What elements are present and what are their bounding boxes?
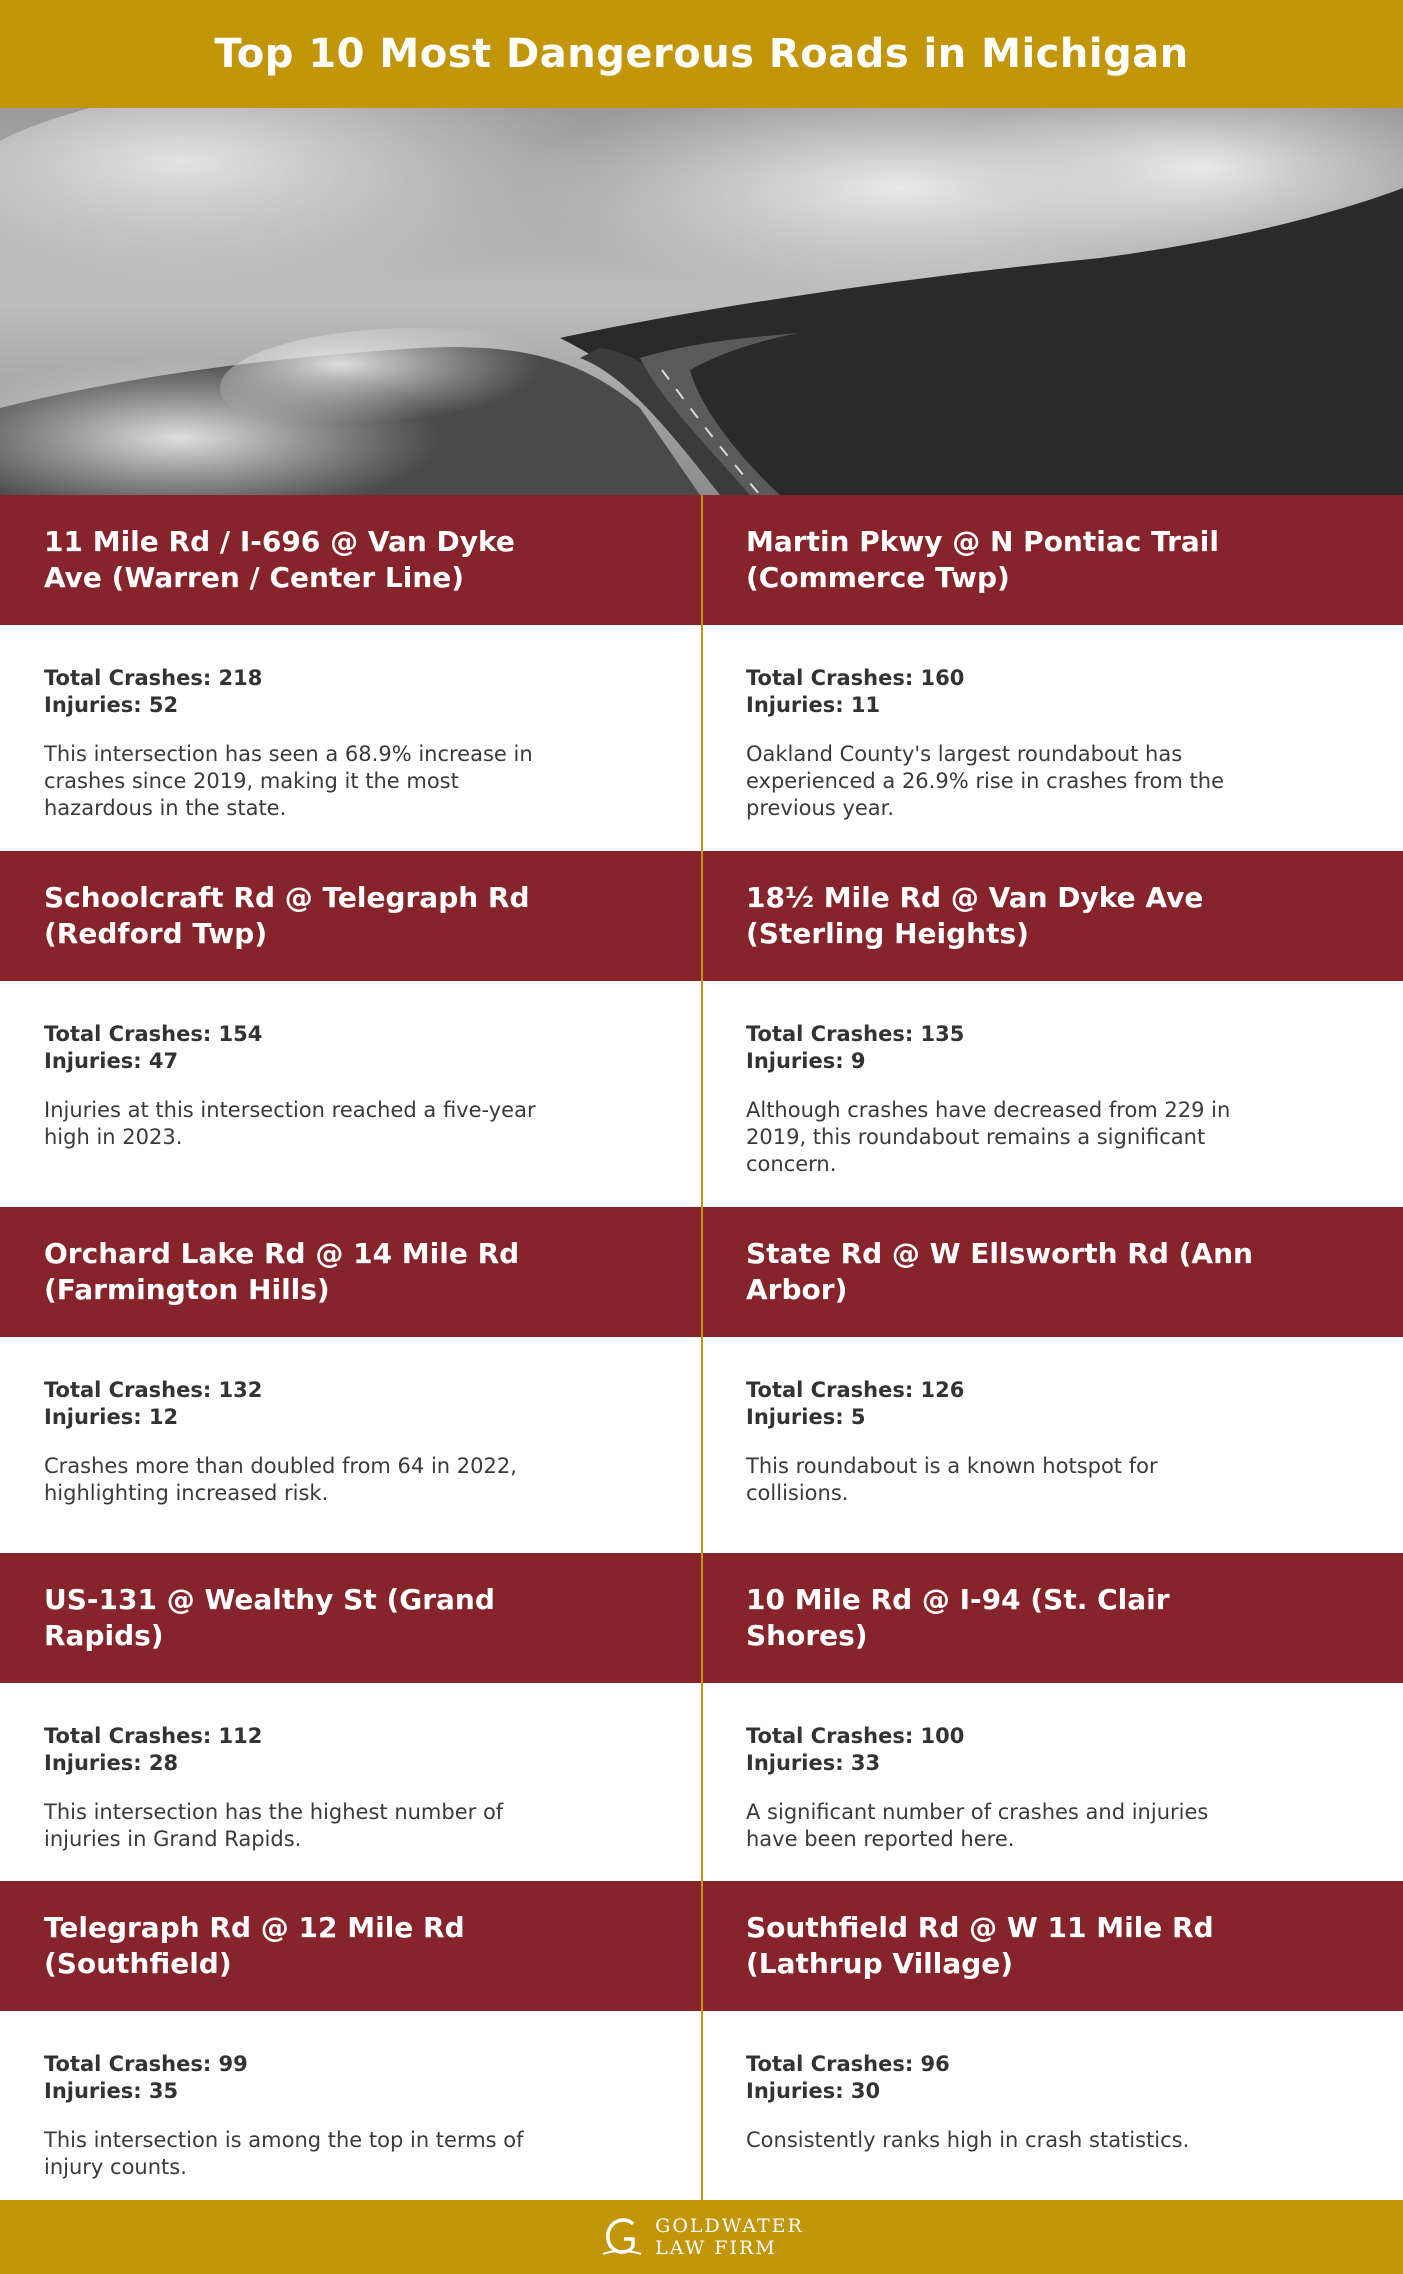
total-crashes: Total Crashes: 100 — [746, 1724, 965, 1748]
total-crashes: Total Crashes: 132 — [44, 1378, 263, 1402]
road-title-band — [702, 1207, 1403, 1337]
injuries: Injuries: 9 — [746, 1049, 866, 1073]
road-title: 11 Mile Rd / I-696 @ Van Dyke Ave (Warren / Center Line) — [44, 525, 515, 594]
road-title: Telegraph Rd @ 12 Mile Rd (Southfield) — [44, 1911, 465, 1980]
road-title-band — [702, 1553, 1403, 1683]
road-title-band — [702, 851, 1403, 981]
road-card — [702, 851, 1403, 1207]
total-crashes: Total Crashes: 160 — [746, 666, 965, 690]
road-card — [0, 495, 701, 851]
road-description: Oakland County's largest roundabout has experienced a 26.9% rise in crashes from the previous year. — [746, 742, 1224, 820]
road-description: Injuries at this intersection reached a five-year high in 2023. — [44, 1098, 536, 1149]
total-crashes: Total Crashes: 99 — [44, 2052, 248, 2076]
road-card — [702, 1207, 1403, 1553]
injuries: Injuries: 5 — [746, 1405, 866, 1429]
road-description: A significant number of crashes and injuries have been reported here. — [746, 1800, 1209, 1851]
road-description: This intersection is among the top in terms of injury counts. — [44, 2128, 524, 2179]
total-crashes: Total Crashes: 96 — [746, 2052, 950, 2076]
total-crashes: Total Crashes: 135 — [746, 1022, 965, 1046]
road-details — [44, 1377, 661, 1507]
road-card — [0, 1207, 701, 1553]
total-crashes: Total Crashes: 154 — [44, 1022, 263, 1046]
road-details — [746, 1723, 1363, 1853]
road-description: Consistently ranks high in crash statistics. — [746, 2128, 1190, 2152]
road-details — [746, 1021, 1363, 1178]
injuries: Injuries: 47 — [44, 1049, 179, 1073]
goldwater-logo — [599, 2214, 804, 2260]
injuries: Injuries: 30 — [746, 2079, 881, 2103]
road-title: State Rd @ W Ellsworth Rd (Ann Arbor) — [746, 1237, 1253, 1306]
road-title: Orchard Lake Rd @ 14 Mile Rd (Farmington Hills) — [44, 1237, 520, 1306]
total-crashes: Total Crashes: 126 — [746, 1378, 965, 1402]
logo-line-1: GOLDWATER — [655, 2215, 804, 2237]
road-details — [746, 665, 1363, 822]
road-details — [746, 2051, 1363, 2154]
road-description: Crashes more than doubled from 64 in 2022, highlighting increased risk. — [44, 1454, 517, 1505]
road-title-band — [0, 851, 701, 981]
road-card — [702, 1881, 1403, 2200]
page-header — [0, 0, 1403, 108]
road-details — [44, 665, 661, 822]
injuries: Injuries: 52 — [44, 693, 179, 717]
page-footer — [0, 2200, 1403, 2274]
total-crashes: Total Crashes: 218 — [44, 666, 263, 690]
road-description: This intersection has seen a 68.9% increase in crashes since 2019, making it the most hazardous in the state. — [44, 742, 533, 820]
logo-text — [655, 2215, 804, 2259]
road-card — [702, 495, 1403, 851]
goldwater-g-icon — [599, 2214, 645, 2260]
road-title: 18½ Mile Rd @ Van Dyke Ave (Sterling Heights) — [746, 881, 1204, 950]
road-description: Although crashes have decreased from 229 in 2019, this roundabout remains a significant concern. — [746, 1098, 1231, 1176]
road-title-band — [0, 1553, 701, 1683]
road-title-band — [702, 495, 1403, 625]
hero-image-foggy-road — [0, 108, 1403, 495]
road-card — [0, 851, 701, 1207]
road-card — [702, 1553, 1403, 1881]
road-details — [746, 1377, 1363, 1507]
hero-illustration — [0, 108, 1403, 495]
road-title-band — [0, 1881, 701, 2011]
road-card — [0, 1553, 701, 1881]
injuries: Injuries: 35 — [44, 2079, 179, 2103]
road-description: This intersection has the highest number of injuries in Grand Rapids. — [44, 1800, 504, 1851]
road-title: US-131 @ Wealthy St (Grand Rapids) — [44, 1583, 495, 1652]
logo-line-2: LAW FIRM — [655, 2237, 777, 2259]
road-title: Schoolcraft Rd @ Telegraph Rd (Redford Twp) — [44, 881, 530, 950]
road-title-band — [0, 1207, 701, 1337]
injuries: Injuries: 28 — [44, 1751, 179, 1775]
road-details — [44, 1021, 661, 1151]
injuries: Injuries: 11 — [746, 693, 881, 717]
page-title: Top 10 Most Dangerous Roads in Michigan — [214, 31, 1189, 77]
column-divider — [701, 495, 703, 2200]
road-description: This roundabout is a known hotspot for collisions. — [746, 1454, 1158, 1505]
road-details — [44, 2051, 661, 2181]
injuries: Injuries: 12 — [44, 1405, 179, 1429]
road-details — [44, 1723, 661, 1853]
road-title-band — [0, 495, 701, 625]
injuries: Injuries: 33 — [746, 1751, 881, 1775]
total-crashes: Total Crashes: 112 — [44, 1724, 263, 1748]
road-title-band — [702, 1881, 1403, 2011]
road-title: Martin Pkwy @ N Pontiac Trail (Commerce Twp) — [746, 525, 1220, 594]
road-card — [0, 1881, 701, 2200]
road-title: 10 Mile Rd @ I-94 (St. Clair Shores) — [746, 1583, 1170, 1652]
road-title: Southfield Rd @ W 11 Mile Rd (Lathrup Village) — [746, 1911, 1214, 1980]
